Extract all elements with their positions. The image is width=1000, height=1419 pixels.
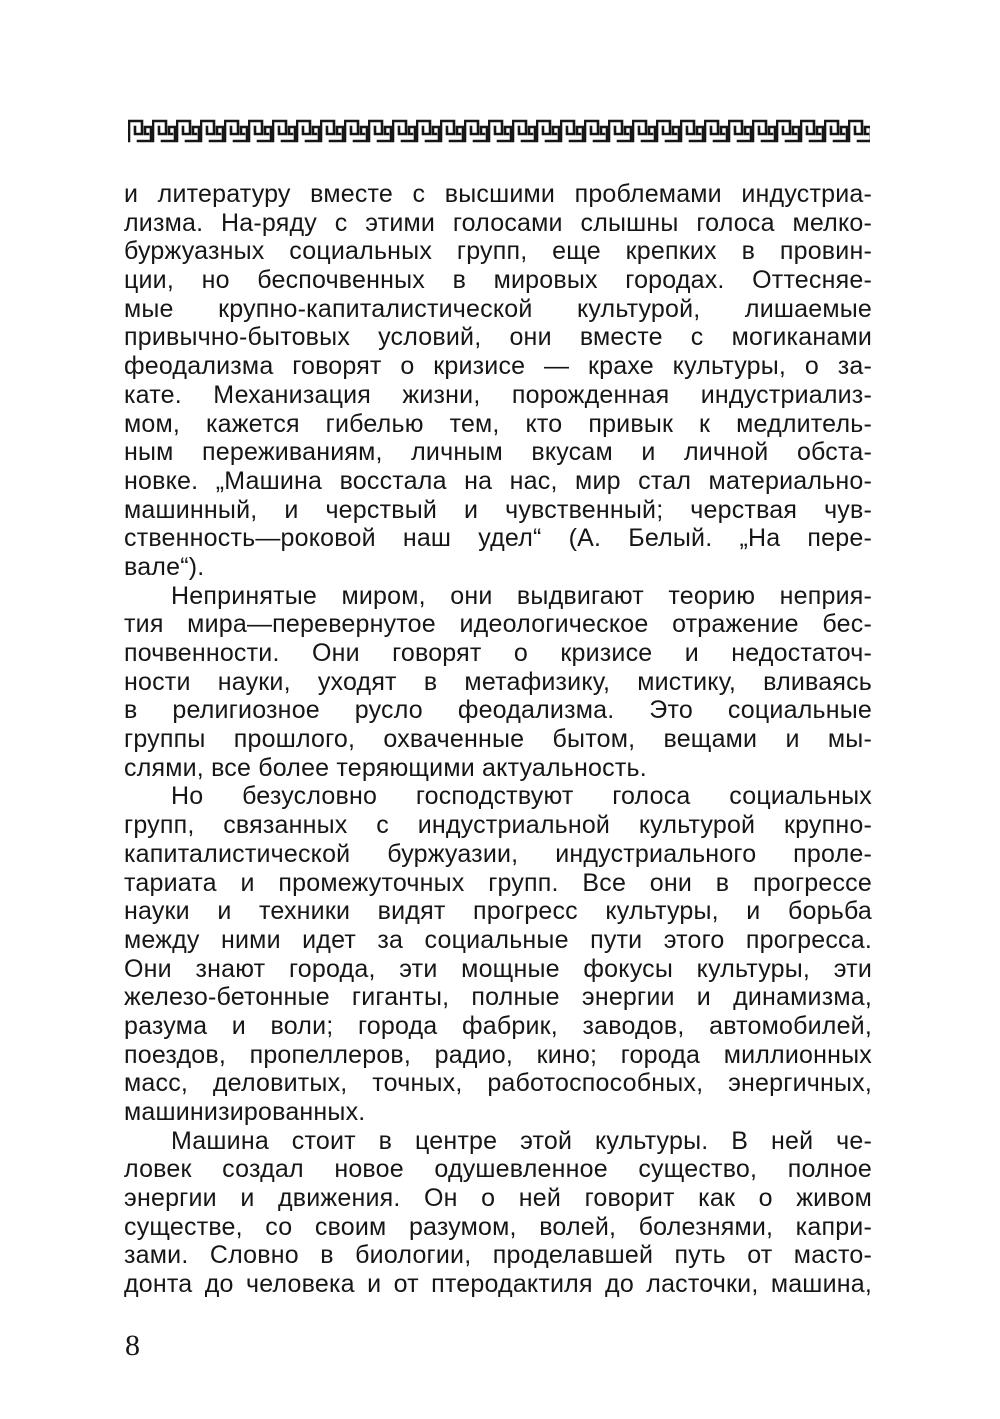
- text-line: буржуазных социальных групп, еще крепких в провин-: [124, 237, 872, 266]
- text-line: новке. „Машина восстала на нас, мир стал материально-: [124, 466, 872, 495]
- paragraph-start-line: Машина стоит в центре этой культуры. В ней че-: [171, 1126, 872, 1155]
- greek-key-ornament-icon: [128, 118, 870, 144]
- page-number: 8: [125, 1329, 140, 1362]
- text-line: ловек создал новое одушевленное существо, полное: [124, 1155, 872, 1184]
- text-line: группы прошлого, охваченные бытом, вещами и мы-: [124, 725, 872, 754]
- text-line: машинизированных.: [124, 1098, 366, 1126]
- paragraph-start-line: Непринятые миром, они выдвигают теорию неприя-: [171, 581, 872, 610]
- text-line: между ними идет за социальные пути этого прогресса.: [124, 925, 872, 954]
- text-line: масс, деловитых, точных, работоспособных, энергичных,: [124, 1069, 872, 1098]
- text-line: тариата и промежуточных групп. Все они в прогрессе: [124, 868, 872, 897]
- text-line: лизма. На-ряду с этими голосами слышны голоса мелко-: [124, 208, 872, 237]
- text-line: феодализма говорят о кризисе — крахе культуры, о за-: [124, 352, 872, 381]
- text-line: науки и техники видят прогресс культуры, и борьба: [124, 897, 872, 926]
- paragraph-start-line: Но безусловно господствуют голоса социальных: [171, 782, 872, 811]
- text-line: машинный, и черствый и чувственный; черствая чув-: [124, 495, 872, 524]
- text-line: слями, все более теряющими актуальность.: [124, 753, 647, 782]
- text-line: кате. Механизация жизни, порожденная индустриализ-: [124, 380, 872, 409]
- text-line: тия мира—перевернутое идеологическое отражение бес-: [124, 610, 872, 639]
- text-line: зами. Словно в биологии, проделавшей путь от масто-: [124, 1241, 872, 1270]
- text-line: ности науки, уходят в метафизику, мистику, вливаясь: [124, 667, 872, 696]
- text-line: ным переживаниям, личным вкусам и личной обста-: [124, 438, 872, 467]
- text-line: Они знают города, эти мощные фокусы культуры, эти: [124, 954, 872, 983]
- text-line: донта до человека и от птеродактиля до ласточки, машина,: [124, 1270, 872, 1299]
- text-line: энергии и движения. Он о ней говорит как о живом: [124, 1184, 872, 1213]
- text-line: в религиозное русло феодализма. Это социальные: [124, 696, 872, 725]
- text-line: железо-бетонные гиганты, полные энергии и динамизма,: [124, 983, 872, 1012]
- text-line: поездов, пропеллеров, радио, кино; города миллионных: [124, 1040, 872, 1069]
- text-line: групп, связанных с индустриальной культурой крупно-: [124, 811, 872, 840]
- body-text: [124, 180, 872, 1299]
- text-line: почвенности. Они говорят о кризисе и недостаточ-: [124, 639, 872, 667]
- text-line: и литературу вместе с высшими проблемами индустриа-: [124, 180, 872, 208]
- text-line: ции, но беспочвенных в мировых городах. Оттесняе-: [124, 266, 872, 295]
- text-line: разума и воли; города фабрик, заводов, автомобилей,: [124, 1011, 872, 1040]
- greek-key-ornament: [128, 118, 870, 144]
- text-line: мом, кажется гибелью тем, кто привык к медлитель-: [124, 409, 872, 438]
- text-line: капиталистической буржуазии, индустриального проле-: [124, 839, 872, 868]
- text-line: вале“).: [124, 552, 205, 581]
- text-line: мые крупно-капиталистической культурой, лишаемые: [124, 294, 872, 323]
- text-line: ственность—роковой наш удел“ (А. Белый. „На пере-: [124, 524, 872, 553]
- text-line: существе, со своим разумом, волей, болезнями, капри-: [124, 1212, 872, 1241]
- text-line: привычно-бытовых условий, они вместе с могиканами: [124, 323, 872, 352]
